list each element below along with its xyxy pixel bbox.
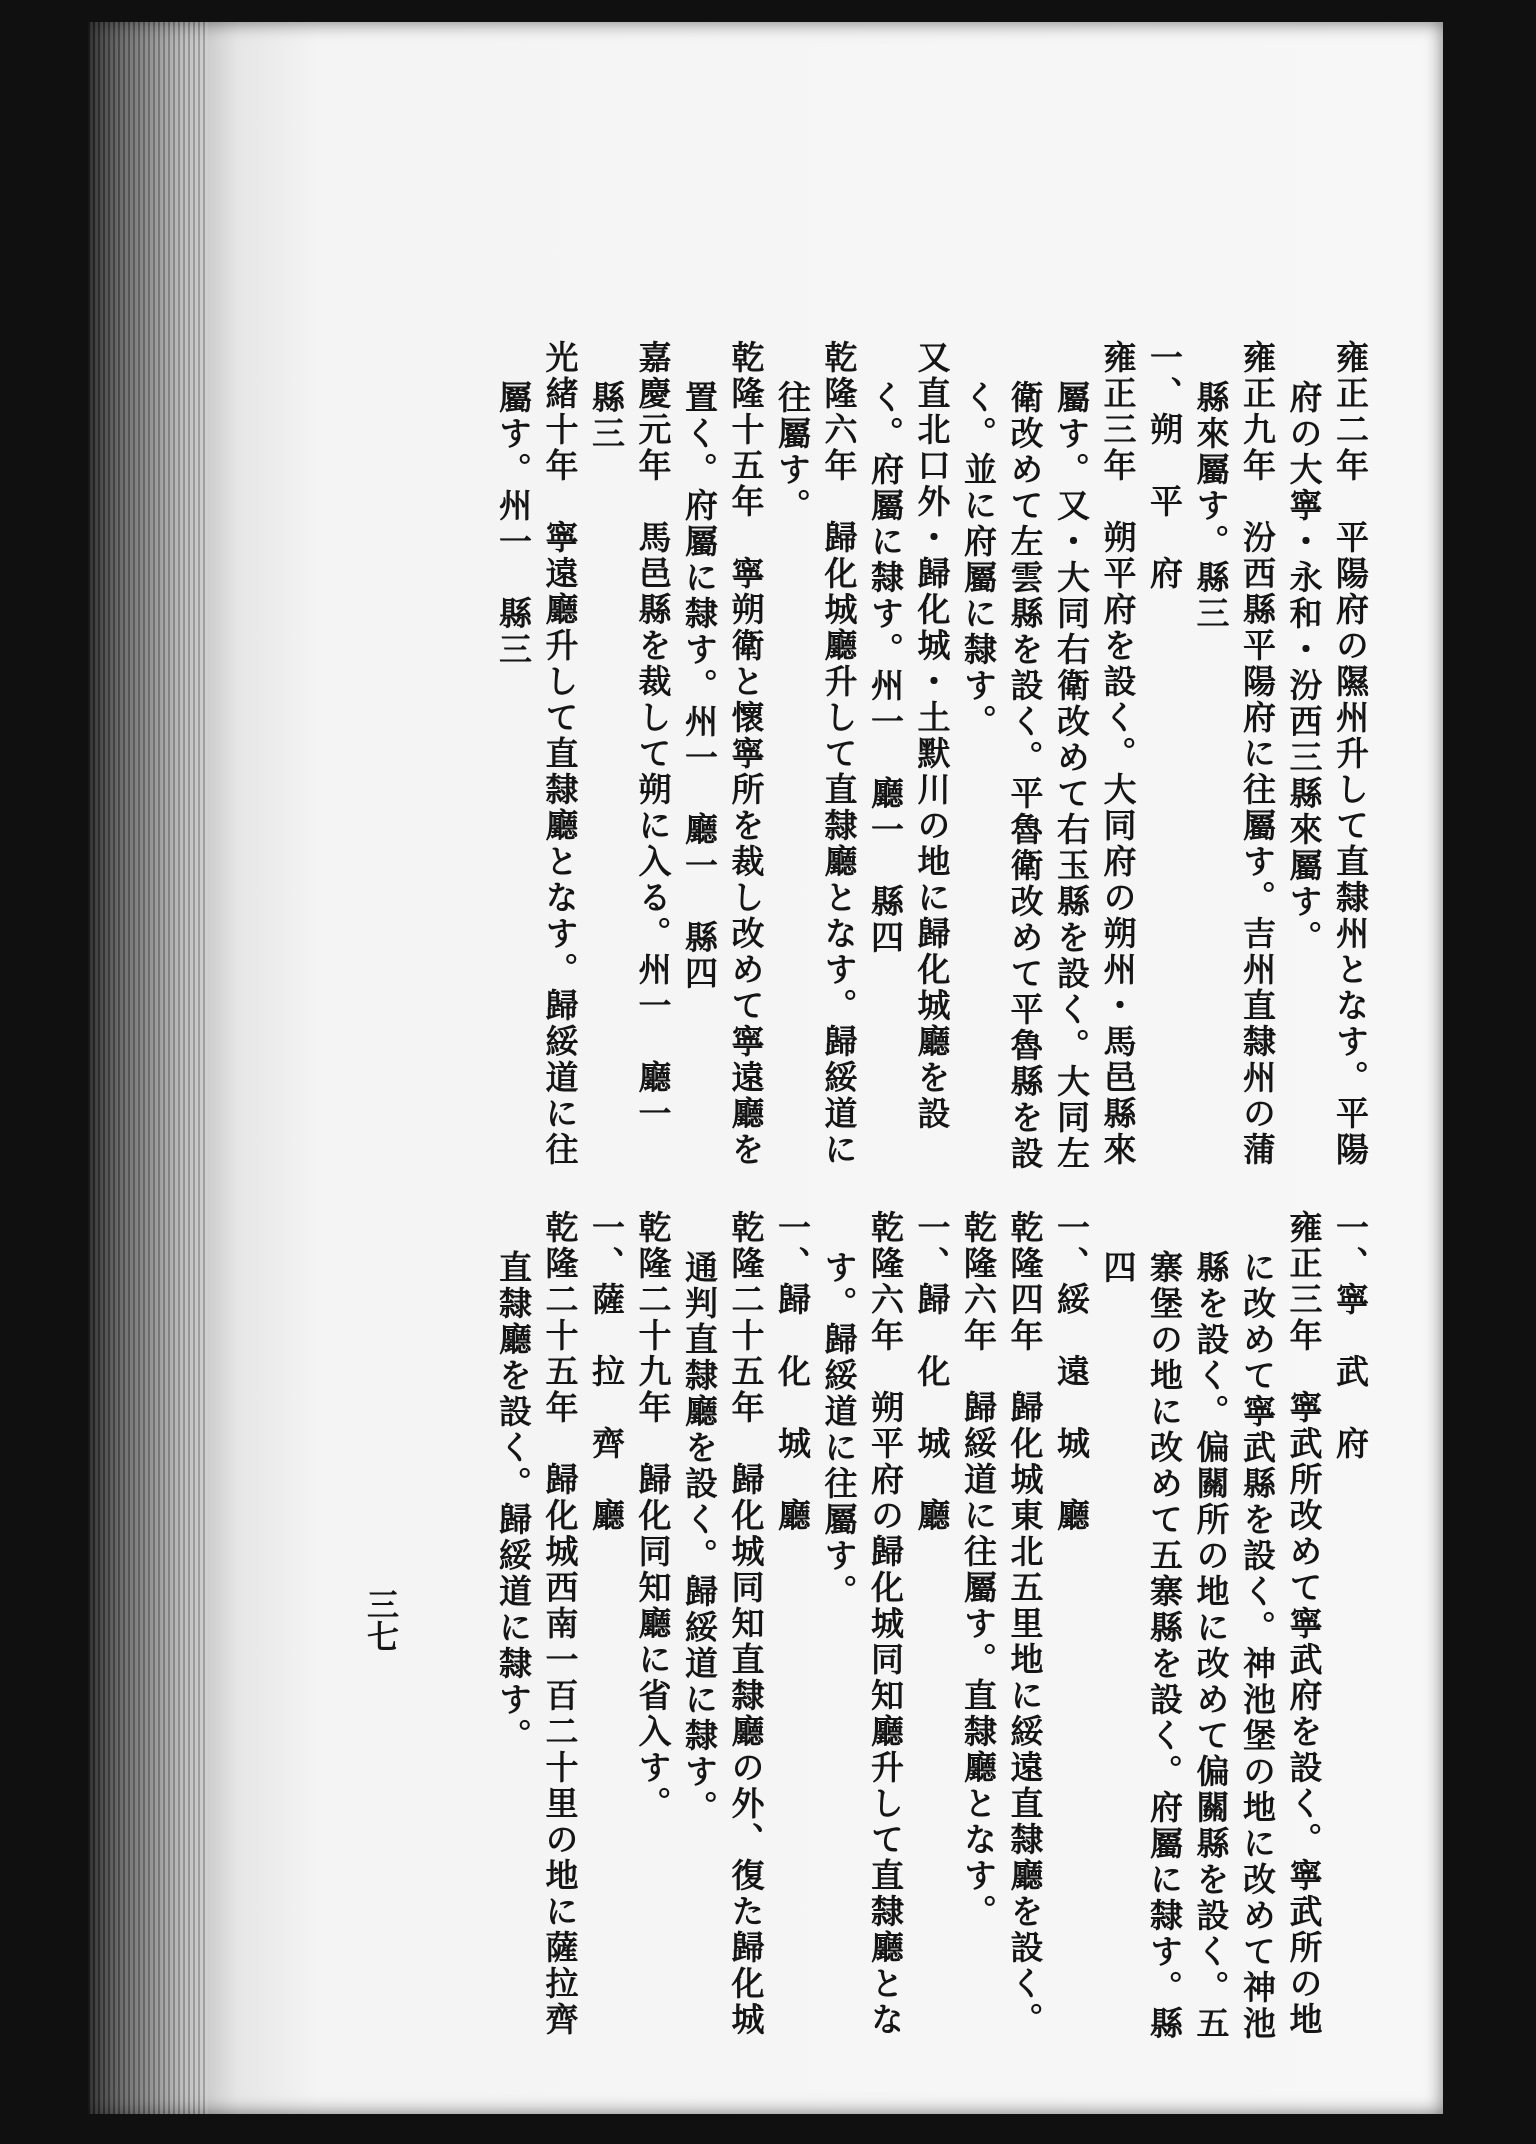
page-binding-edge [88,22,208,2114]
text-column: 一、朔 平 府 [1145,340,1184,592]
text-column: 一、歸 化 城 廳 [912,1210,952,1534]
text-column: 雍正九年 汾西縣平陽府に往屬す。吉州直隸州の蒲 [1238,340,1277,1168]
text-column: に改めて寧武縣を設く。神池堡の地に改めて神池 [1238,1250,1277,2042]
text-column: く。並に府屬に隸す。 [959,380,998,740]
text-column: 置く。府屬に隸す。州一 廳一 縣四 [680,380,719,992]
book-page [88,22,1443,2114]
text-column: 縣三 [587,380,626,452]
text-column: 一、綏 遠 城 廳 [1052,1210,1091,1534]
text-column: 一、薩 拉 齊 廳 [587,1210,626,1534]
text-column: 直隸廳を設く。歸綏道に隸す。 [494,1250,533,1754]
text-column: 光緒十年 寧遠廳升して直隸廳となす。歸綏道に往 [540,340,580,1168]
text-column: 乾隆四年 歸化城東北五里地に綏遠直隸廳を設く。 [1005,1210,1045,2038]
text-column: 通判直隸廳を設く。歸綏道に隸す。 [680,1250,719,1826]
text-column: 乾隆六年 歸綏道に往屬す。直隸廳となす。 [959,1210,998,1930]
text-column: 一、歸 化 城 廳 [773,1210,812,1534]
text-column: す。歸綏道に往屬す。 [819,1250,859,1610]
text-column: く。府屬に隸す。州一 廳一 縣四 [866,380,905,956]
text-column: 雍正三年 朔平府を設く。大同府の朔州・馬邑縣來 [1098,340,1138,1168]
text-column: 四 [1098,1250,1138,1286]
text-column: 乾隆六年 歸化城廳升して直隸廳となす。歸綏道に [819,340,859,1168]
text-column: 嘉慶元年 馬邑縣を裁して朔に入る。州一 廳一 [633,340,673,1132]
text-column: 縣來屬す。縣三 [1191,380,1231,632]
text-column: 雍正三年 寧武所改めて寧武府を設く。寧武所の地 [1284,1210,1324,2038]
text-column: 屬す。州一 縣三 [494,380,533,668]
text-column: 雍正二年 平陽府の隰州升して直隸州となす。平陽 [1331,340,1370,1168]
text-column: 府の大寧・永和・汾西三縣來屬す。 [1284,380,1324,956]
text-column: 乾隆二十五年 歸化城同知直隸廳の外、復た歸化城 [726,1210,766,2038]
text-column: 屬す。又・大同右衛改めて右玉縣を設く。大同左 [1052,380,1091,1172]
text-column: 往屬す。 [773,380,812,524]
text-column: 縣を設く。偏關所の地に改めて偏關縣を設く。五 [1191,1250,1231,2042]
text-column: 一、寧 武 府 [1331,1210,1370,1462]
page-number: 三七 [362,1588,400,1652]
text-column: 乾隆十五年 寧朔衛と懷寧所を裁し改めて寧遠廳を [726,340,766,1168]
text-column: 衛改めて左雲縣を設く。平魯衛改めて平魯縣を設 [1005,380,1045,1172]
text-column: 寨堡の地に改めて五寨縣を設く。府屬に隸す。縣 [1145,1250,1184,2042]
text-column: 乾隆二十五年 歸化城西南一百二十里の地に薩拉齊 [540,1210,580,2038]
text-column: 乾隆六年 朔平府の歸化城同知廳升して直隸廳とな [866,1210,905,2038]
text-column: 乾隆二十九年 歸化同知廳に省入す。 [633,1210,673,1822]
text-column: 又直北口外・歸化城・土默川の地に歸化城廳を設 [912,340,952,1132]
